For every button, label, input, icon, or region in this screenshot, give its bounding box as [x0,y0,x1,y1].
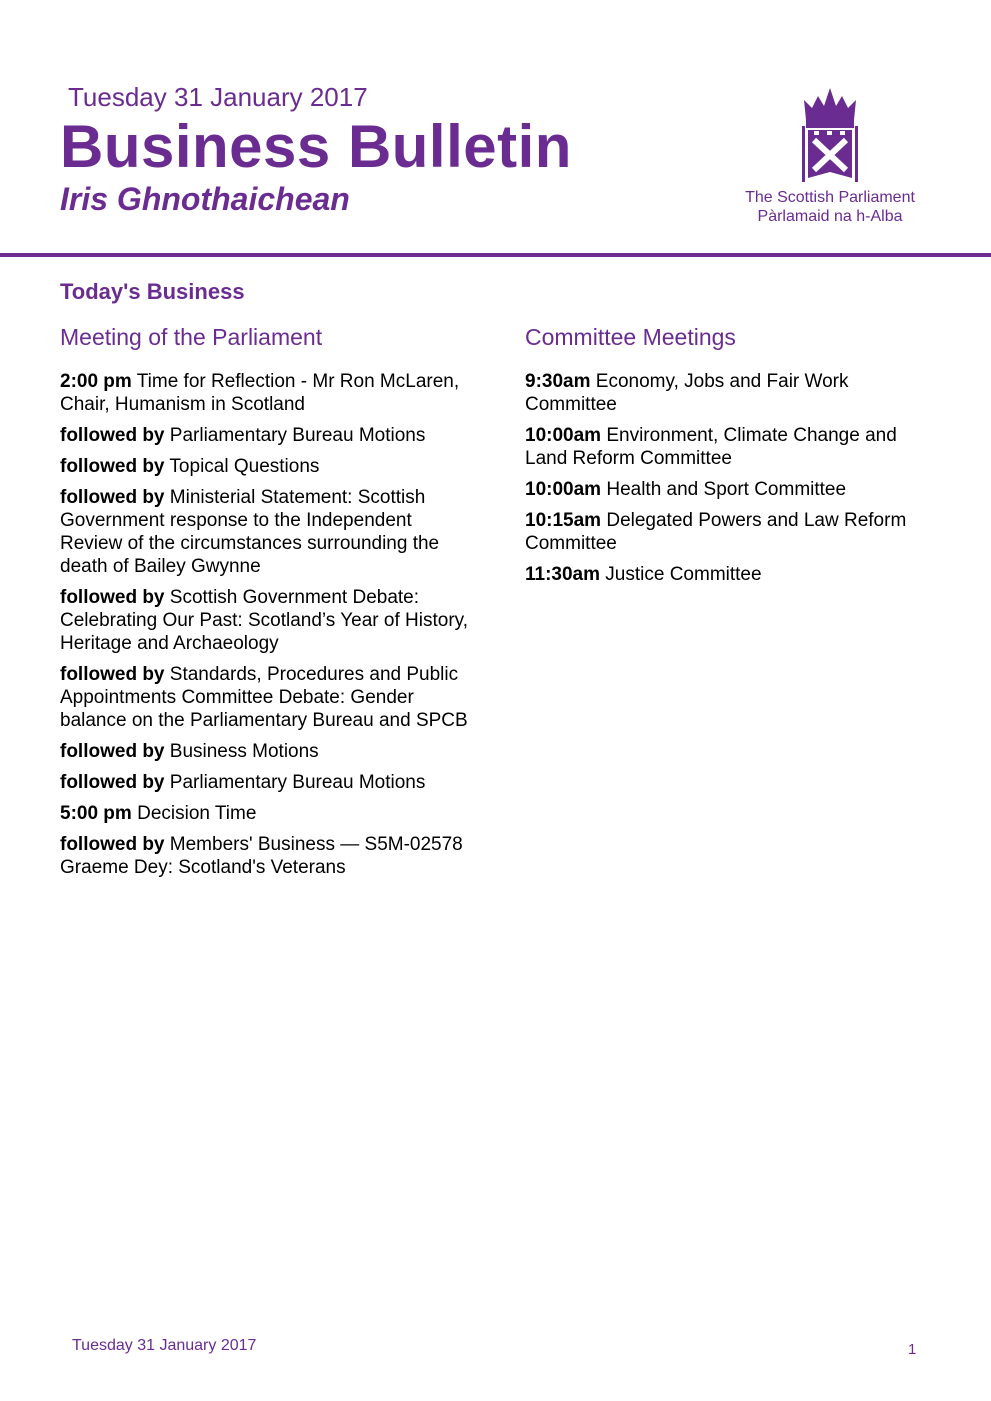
agenda-item-time: followed by [60,741,165,762]
agenda-item [60,486,470,578]
agenda-item [525,424,935,470]
agenda-item-text: Decision Time [131,803,257,824]
agenda-item-time: followed by [60,587,165,608]
bulletin-date: Tuesday 31 January 2017 [68,82,368,112]
agenda-item [60,370,470,416]
agenda-item-time: followed by [60,425,165,446]
section-title: Today's Business [60,279,245,304]
parliament-heading: Meeting of the Parliament [60,324,323,350]
agenda-item-time: followed by [60,834,165,855]
agenda-item-text: Members' Business — S5M-02578 Graeme Dey: Scotland's Veterans [60,834,463,878]
agenda-item [60,802,470,825]
agenda-item-text: Parliamentary Bureau Motions [164,425,426,446]
page-number: 1 [908,1341,917,1358]
agenda-item [60,455,470,478]
agenda-item-text: Parliamentary Bureau Motions [164,772,426,793]
agenda-item-text: Scottish Government Debate: Celebrating Our Past: Scotland’s Year of History, Heritage and Archaeology [60,587,469,654]
agenda-item [60,833,470,879]
parliament-column [60,324,470,887]
header-divider [0,253,991,257]
agenda-item [60,424,470,447]
agenda-item-time: 11:30am [525,564,601,585]
agenda-item-text: Delegated Powers and Law Reform Committee [525,510,907,554]
agenda-item-text: Economy, Jobs and Fair Work Committee [525,371,849,415]
agenda-item [525,509,935,555]
agenda-item [60,740,470,763]
committee-agenda [525,370,935,586]
logo-text-english: The Scottish Parliament [745,189,915,206]
agenda-item-time: followed by [60,772,165,793]
agenda-item-text: Business Motions [164,741,319,762]
logo-text-gaelic: Pàrlamaid na h-Alba [757,208,903,225]
agenda-item-text: Justice Committee [600,564,762,585]
agenda-item-time: followed by [60,487,165,508]
agenda-item-text: Environment, Climate Change and Land Reform Committee [525,425,897,469]
agenda-item-time: 5:00 pm [60,803,132,824]
agenda-item-time: 10:00am [525,425,602,446]
agenda-item-time: 10:00am [525,479,602,500]
agenda-item-time: followed by [60,456,165,477]
page-title: Business Bulletin [60,113,572,180]
crown-shield-icon [798,86,862,188]
agenda-item-text: Ministerial Statement: Scottish Government response to the Independent Review of the circumstances surrounding the death of Bailey Gwynne [60,487,440,577]
agenda-item [60,586,470,655]
committees-heading: Committee Meetings [525,324,736,350]
agenda-item [60,771,470,794]
page-subtitle: Iris Ghnothaichean [60,181,350,217]
parliament-agenda [60,370,470,879]
agenda-item-text: Topical Questions [164,456,320,477]
agenda-item-time: 10:15am [525,510,602,531]
agenda-item [525,370,935,416]
committees-column [525,324,935,594]
scottish-parliament-logo [740,86,920,226]
agenda-item [525,563,935,586]
agenda-item-time: followed by [60,664,165,685]
agenda-item [60,663,470,732]
agenda-item [525,478,935,501]
agenda-item-time: 2:00 pm [60,371,132,392]
agenda-item-text: Time for Reflection - Mr Ron McLaren, Chair, Humanism in Scotland [60,371,460,415]
agenda-item-time: 9:30am [525,371,591,392]
footer-date: Tuesday 31 January 2017 [72,1337,257,1354]
agenda-item-text: Standards, Procedures and Public Appointments Committee Debate: Gender balance on the Parliamentary Bureau and SPCB [60,664,468,731]
agenda-item-text: Health and Sport Committee [601,479,847,500]
